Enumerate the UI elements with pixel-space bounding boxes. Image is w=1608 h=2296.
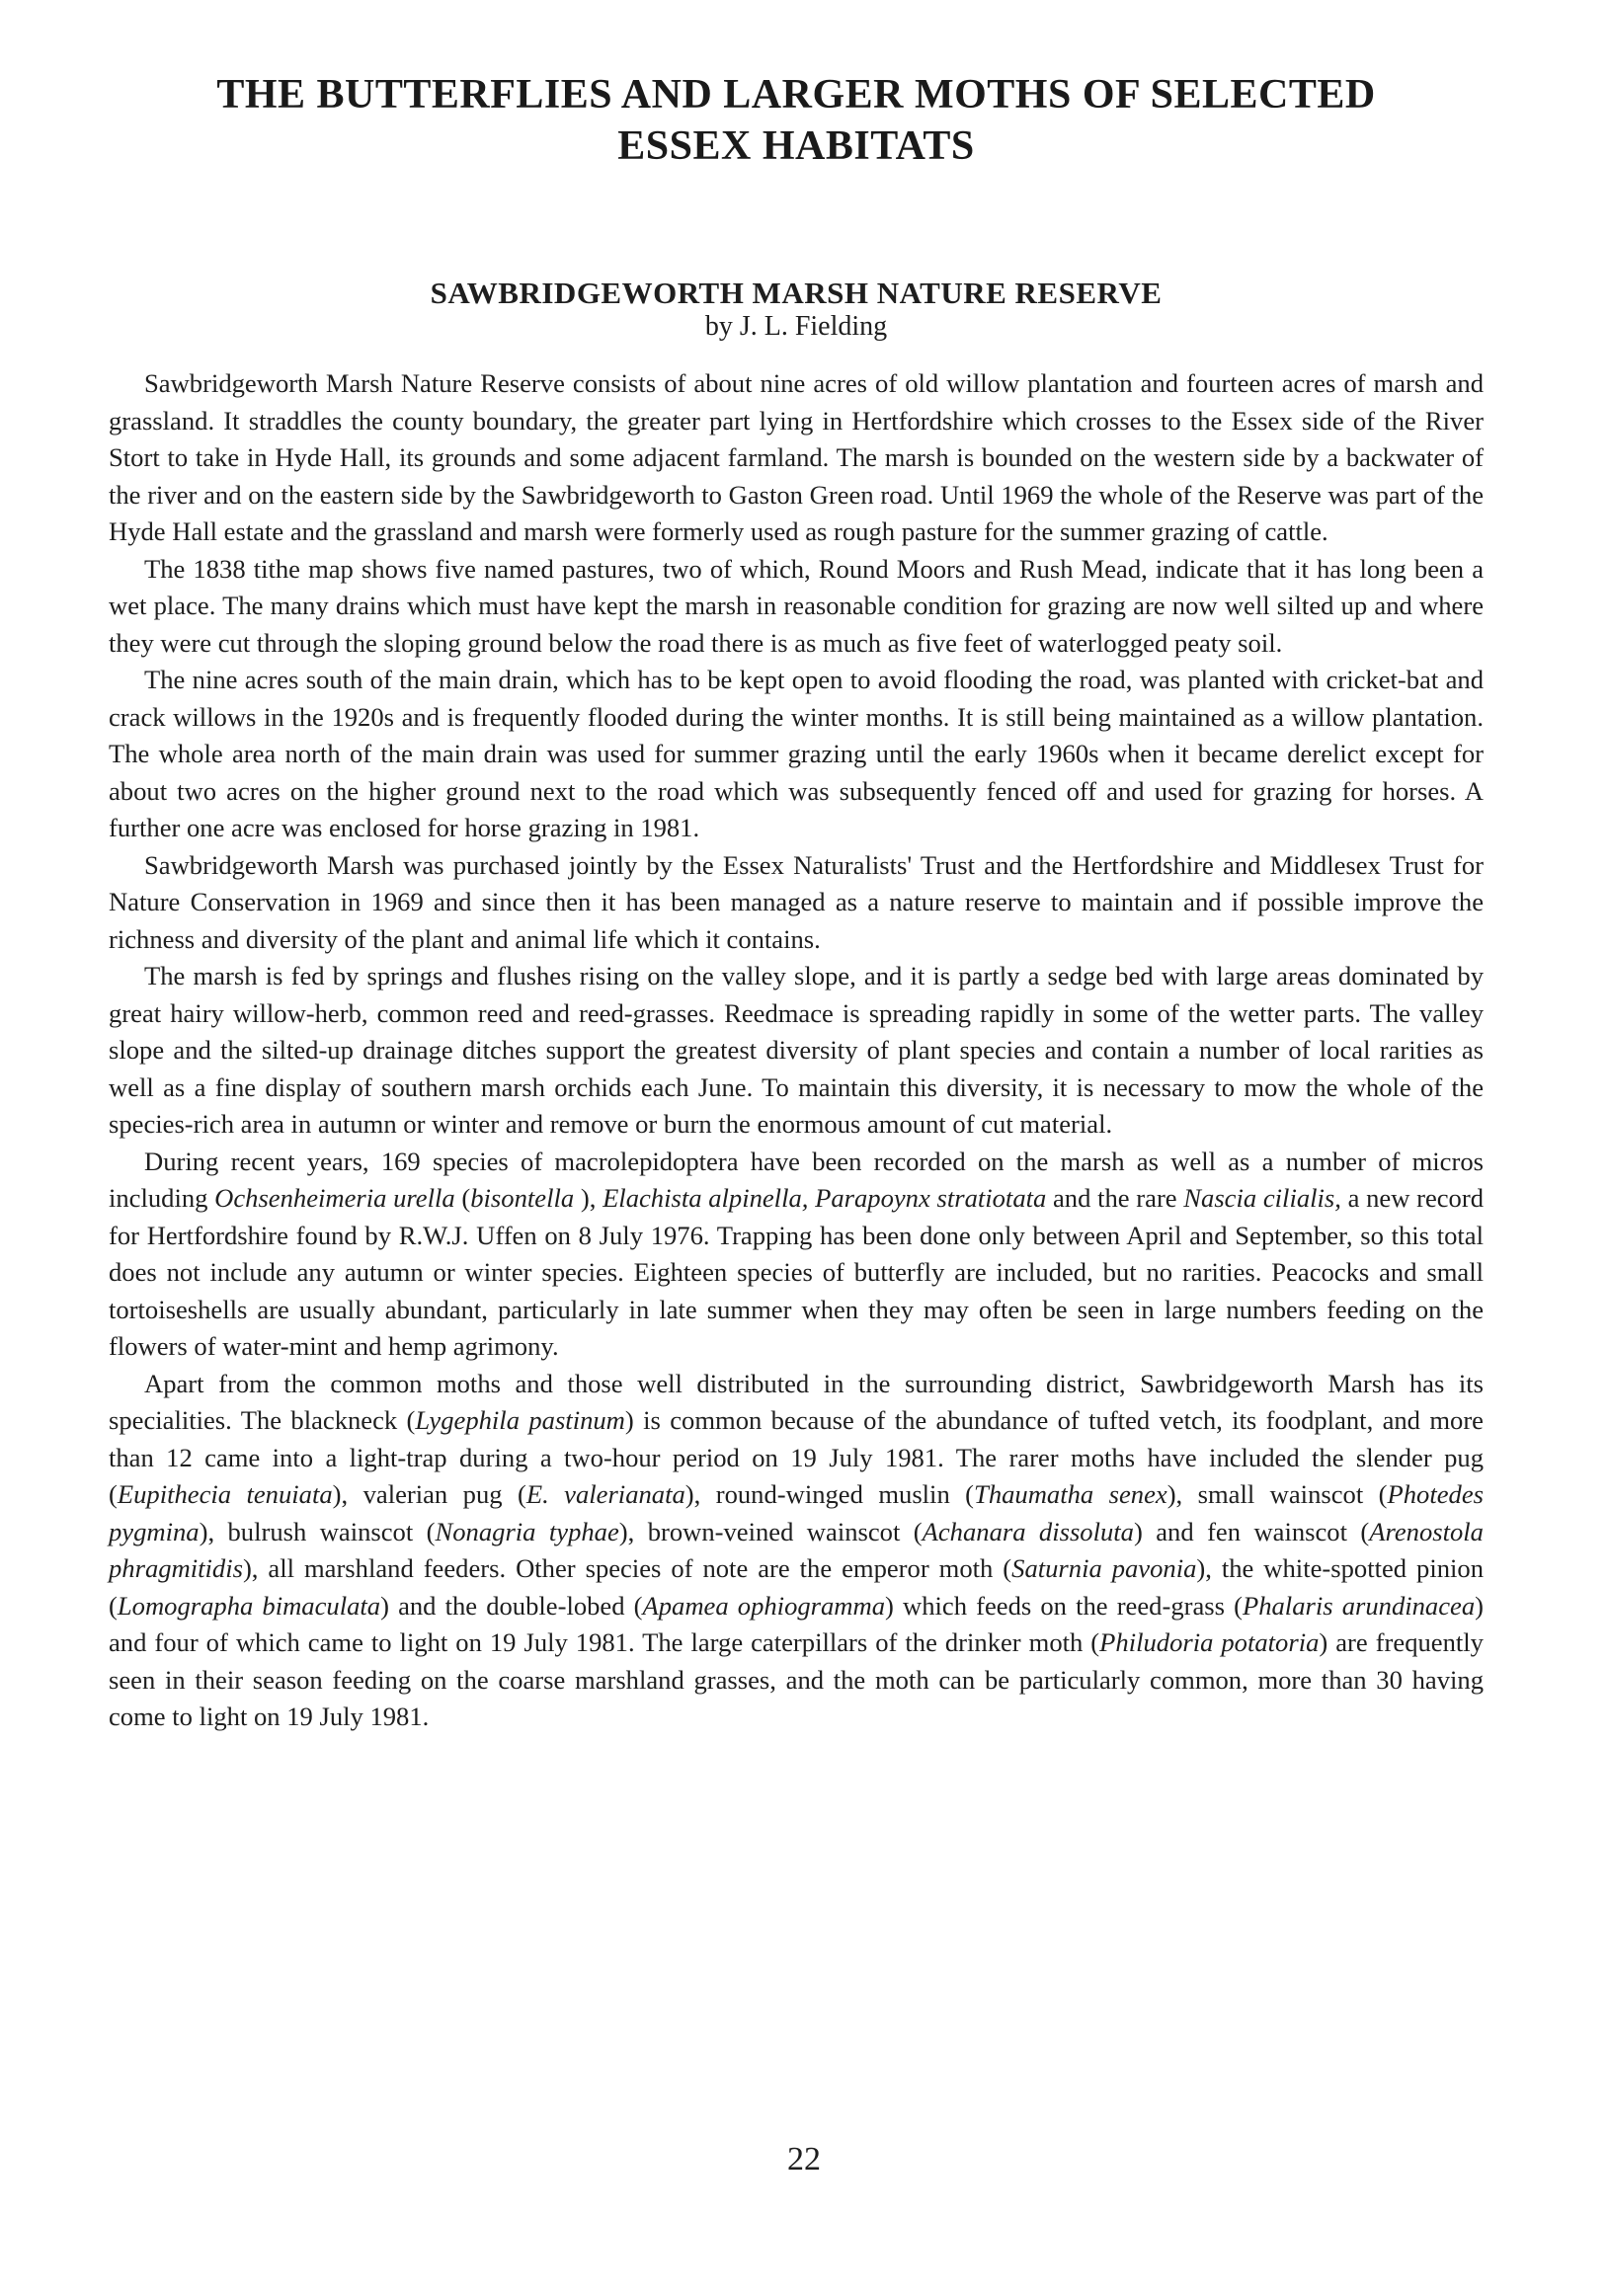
page-number: 22 [787,2141,821,2177]
paragraph: The 1838 tithe map shows five named pastures, two of which, Round Moors and Rush Mead, indicate that it has long been a wet place. The many drains which must have kept the marsh in reasonable condition for grazing are now well silted up and where they were cut through the sloping ground below the road there is as much as five feet of waterlogged peaty soil. [109,553,1484,658]
paragraph: Sawbridgeworth Marsh Nature Reserve consists of about nine acres of old willow plantation and fourteen acres of marsh and grassland. It straddles the county boundary, the greater part lying in Hertfordshire which crosses to the Essex side of the River Stort to take in Hyde Hall, its grounds and some adjacent farmland. The marsh is bounded on the western side by a backwater of the river and on the eastern side by the Sawbridgeworth to Gaston Green road. Until 1969 the whole of the Reserve was part of the Hyde Hall estate and the grassland and marsh were formerly used as rough pasture for the summer grazing of cattle. [109,368,1484,546]
document-title-line-2: ESSEX HABITATS [617,123,975,169]
article-body [109,365,1484,1736]
paragraph: Apart from the common moths and those well distributed in the surrounding district, Sawbridgeworth Marsh has its specialities. The blackneck (Lygephila pastinum) is common because of the abundance of tufted vetch, its foodplant, and more than 12 came into a light-trap during a two-hour period on 19 July 1981. The rarer moths have included the slender pug (Eupithecia tenuiata), valerian pug (E. valerianata), round-winged muslin (Thaumatha senex), small wainscot (Photedes pygmina), bulrush wainscot (Nonagria typhae), brown-veined wainscot (Achanara dissoluta) and fen wainscot (Arenostola phragmitidis), all marshland feeders. Other species of note are the emperor moth (Saturnia pavonia), the white-spotted pinion (Lomographa bimaculata) and the double-lobed (Apamea ophiogramma) which feeds on the reed-grass (Phalaris arundinacea) and four of which came to light on 19 July 1981. The large caterpillars of the drinker moth (Philudoria potatoria) are frequently seen in their season feeding on the coarse marshland grasses, and the moth can be particularly common, more than 30 having come to light on 19 July 1981. [109,1368,1484,1731]
paragraph: During recent years, 169 species of macrolepidoptera have been recorded on the marsh as well as a number of micros including Ochsenheimeria urella (bisontella ), Elachista alpinella, Parapoynx stratiotata and the rare Nascia cilialis, a new record for Hertfordshire found by R.W.J. Uffen on 8 July 1976. Trapping has been done only between April and September, so this total does not include any autumn or winter species. Eighteen species of butterfly are included, but no rarities. Peacocks and small tortoiseshells are usually abundant, particularly in late summer when they may often be seen in large numbers feeding on the flowers of water-mint and hemp agrimony. [109,1146,1485,1361]
paragraph: The nine acres south of the main drain, which has to be kept open to avoid flooding the road, was planted with cricket-bat and crack willows in the 1920s and is frequently flooded during the winter months. It is still being maintained as a willow plantation. The whole area north of the main drain was used for summer grazing until the early 1960s when it became derelict except for about two acres on the higher ground next to the road which was subsequently fenced off and used for grazing for horses. A further one acre was enclosed for horse grazing in 1981. [109,665,1484,842]
document-title [109,69,1484,172]
section-title: SAWBRIDGEWORTH MARSH NATURE RESERVE [430,276,1163,310]
paragraph: The marsh is fed by springs and flushes rising on the valley slope, and it is partly a sedge bed with large areas dominated by great hairy willow-herb, common reed and reed-grasses. Reedmace is spreading rapidly in some of the wetter parts. The valley slope and the silted-up drainage ditches support the greatest diversity of plant species and contain a number of local rarities as well as a fine display of southern marsh orchids each June. To maintain this diversity, it is necessary to mow the whole of the species-rich area in autumn or winter and remove or burn the enormous amount of cut material. [109,961,1484,1139]
paragraph: Sawbridgeworth Marsh was purchased jointly by the Essex Naturalists' Trust and the Hertfordshire and Middlesex Trust for Nature Conservation in 1969 and since then it has been managed as a nature reserve to maintain and if possible improve the richness and diversity of the plant and animal life which it contains. [109,849,1484,954]
document-page [109,69,1484,1736]
author-byline: by J. L. Fielding [704,311,888,342]
document-title-line-1: THE BUTTERFLIES AND LARGER MOTHS OF SELECTED [216,72,1376,118]
